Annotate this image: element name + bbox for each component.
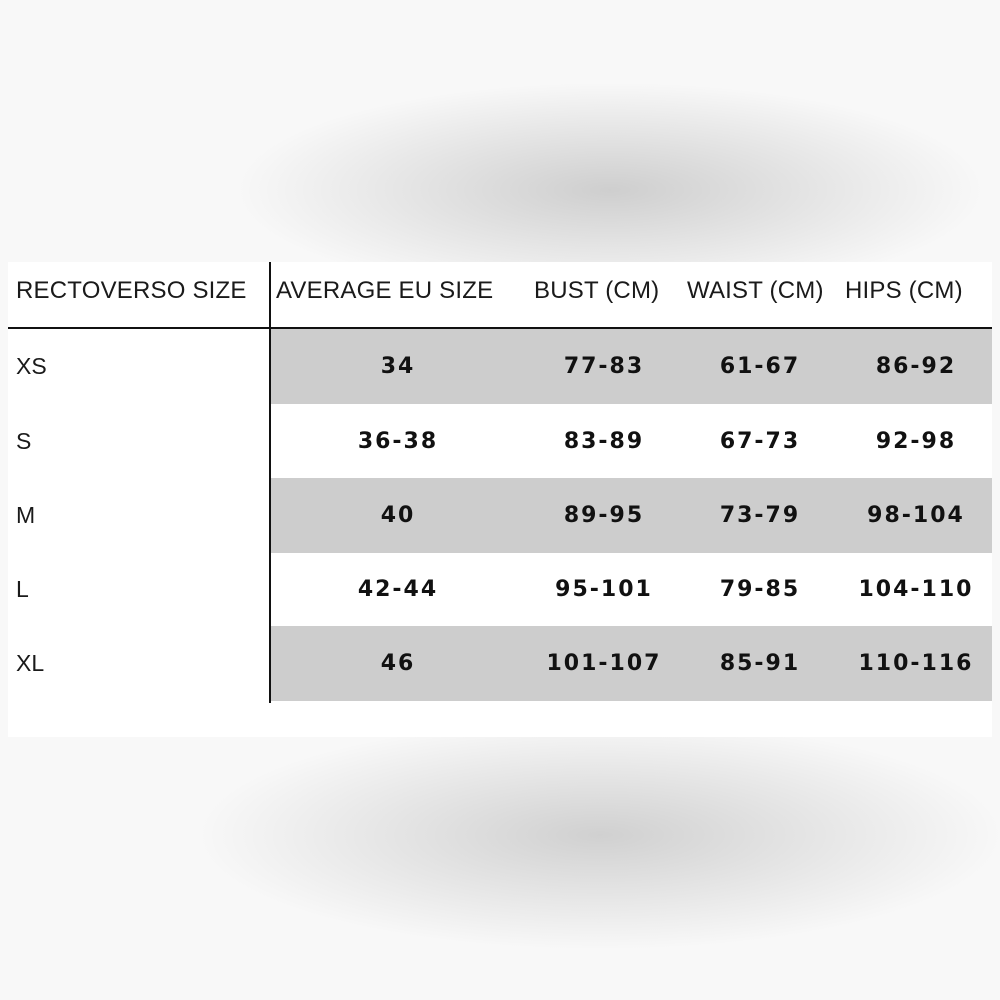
hips-value: 92-98 [875,429,957,454]
table-row-l [8,552,992,627]
size-label: S [16,428,32,454]
waist-value: 67-73 [719,429,801,454]
size-label: XL [16,650,45,676]
table-row-xs [8,329,992,404]
waist-value: 61-67 [719,354,801,379]
hips-value: 98-104 [867,503,965,528]
hips-value: 104-110 [858,577,974,602]
header-average-eu-size: AVERAGE EU SIZE [276,277,494,304]
hips-value: 86-92 [875,354,957,379]
bust-value: 89-95 [563,503,645,528]
header-divider [8,327,992,329]
eu-size-value: 40 [380,503,416,528]
bust-value: 83-89 [563,429,645,454]
table-row-xl [8,626,992,701]
eu-size-value: 46 [380,651,416,676]
table-row-m [8,478,992,553]
header-waist: WAIST (CM) [687,277,824,304]
waist-value: 85-91 [719,651,801,676]
size-label: XS [16,353,47,379]
column-divider [269,262,271,703]
header-rectoverso-size: RECTOVERSO SIZE [16,277,247,304]
size-label: M [16,502,36,528]
size-chart-table [8,262,992,737]
bust-value: 95-101 [555,577,653,602]
hips-value: 110-116 [858,651,974,676]
bust-value: 101-107 [546,651,662,676]
header-bust: BUST (CM) [534,277,660,304]
eu-size-value: 42-44 [357,577,439,602]
table-row-s [8,404,992,479]
eu-size-value: 36-38 [357,429,439,454]
bust-value: 77-83 [563,354,645,379]
eu-size-value: 34 [380,354,416,379]
waist-value: 73-79 [719,503,801,528]
header-hips: HIPS (CM) [845,277,963,304]
table-header [8,262,992,327]
size-label: L [16,576,29,602]
waist-value: 79-85 [719,577,801,602]
